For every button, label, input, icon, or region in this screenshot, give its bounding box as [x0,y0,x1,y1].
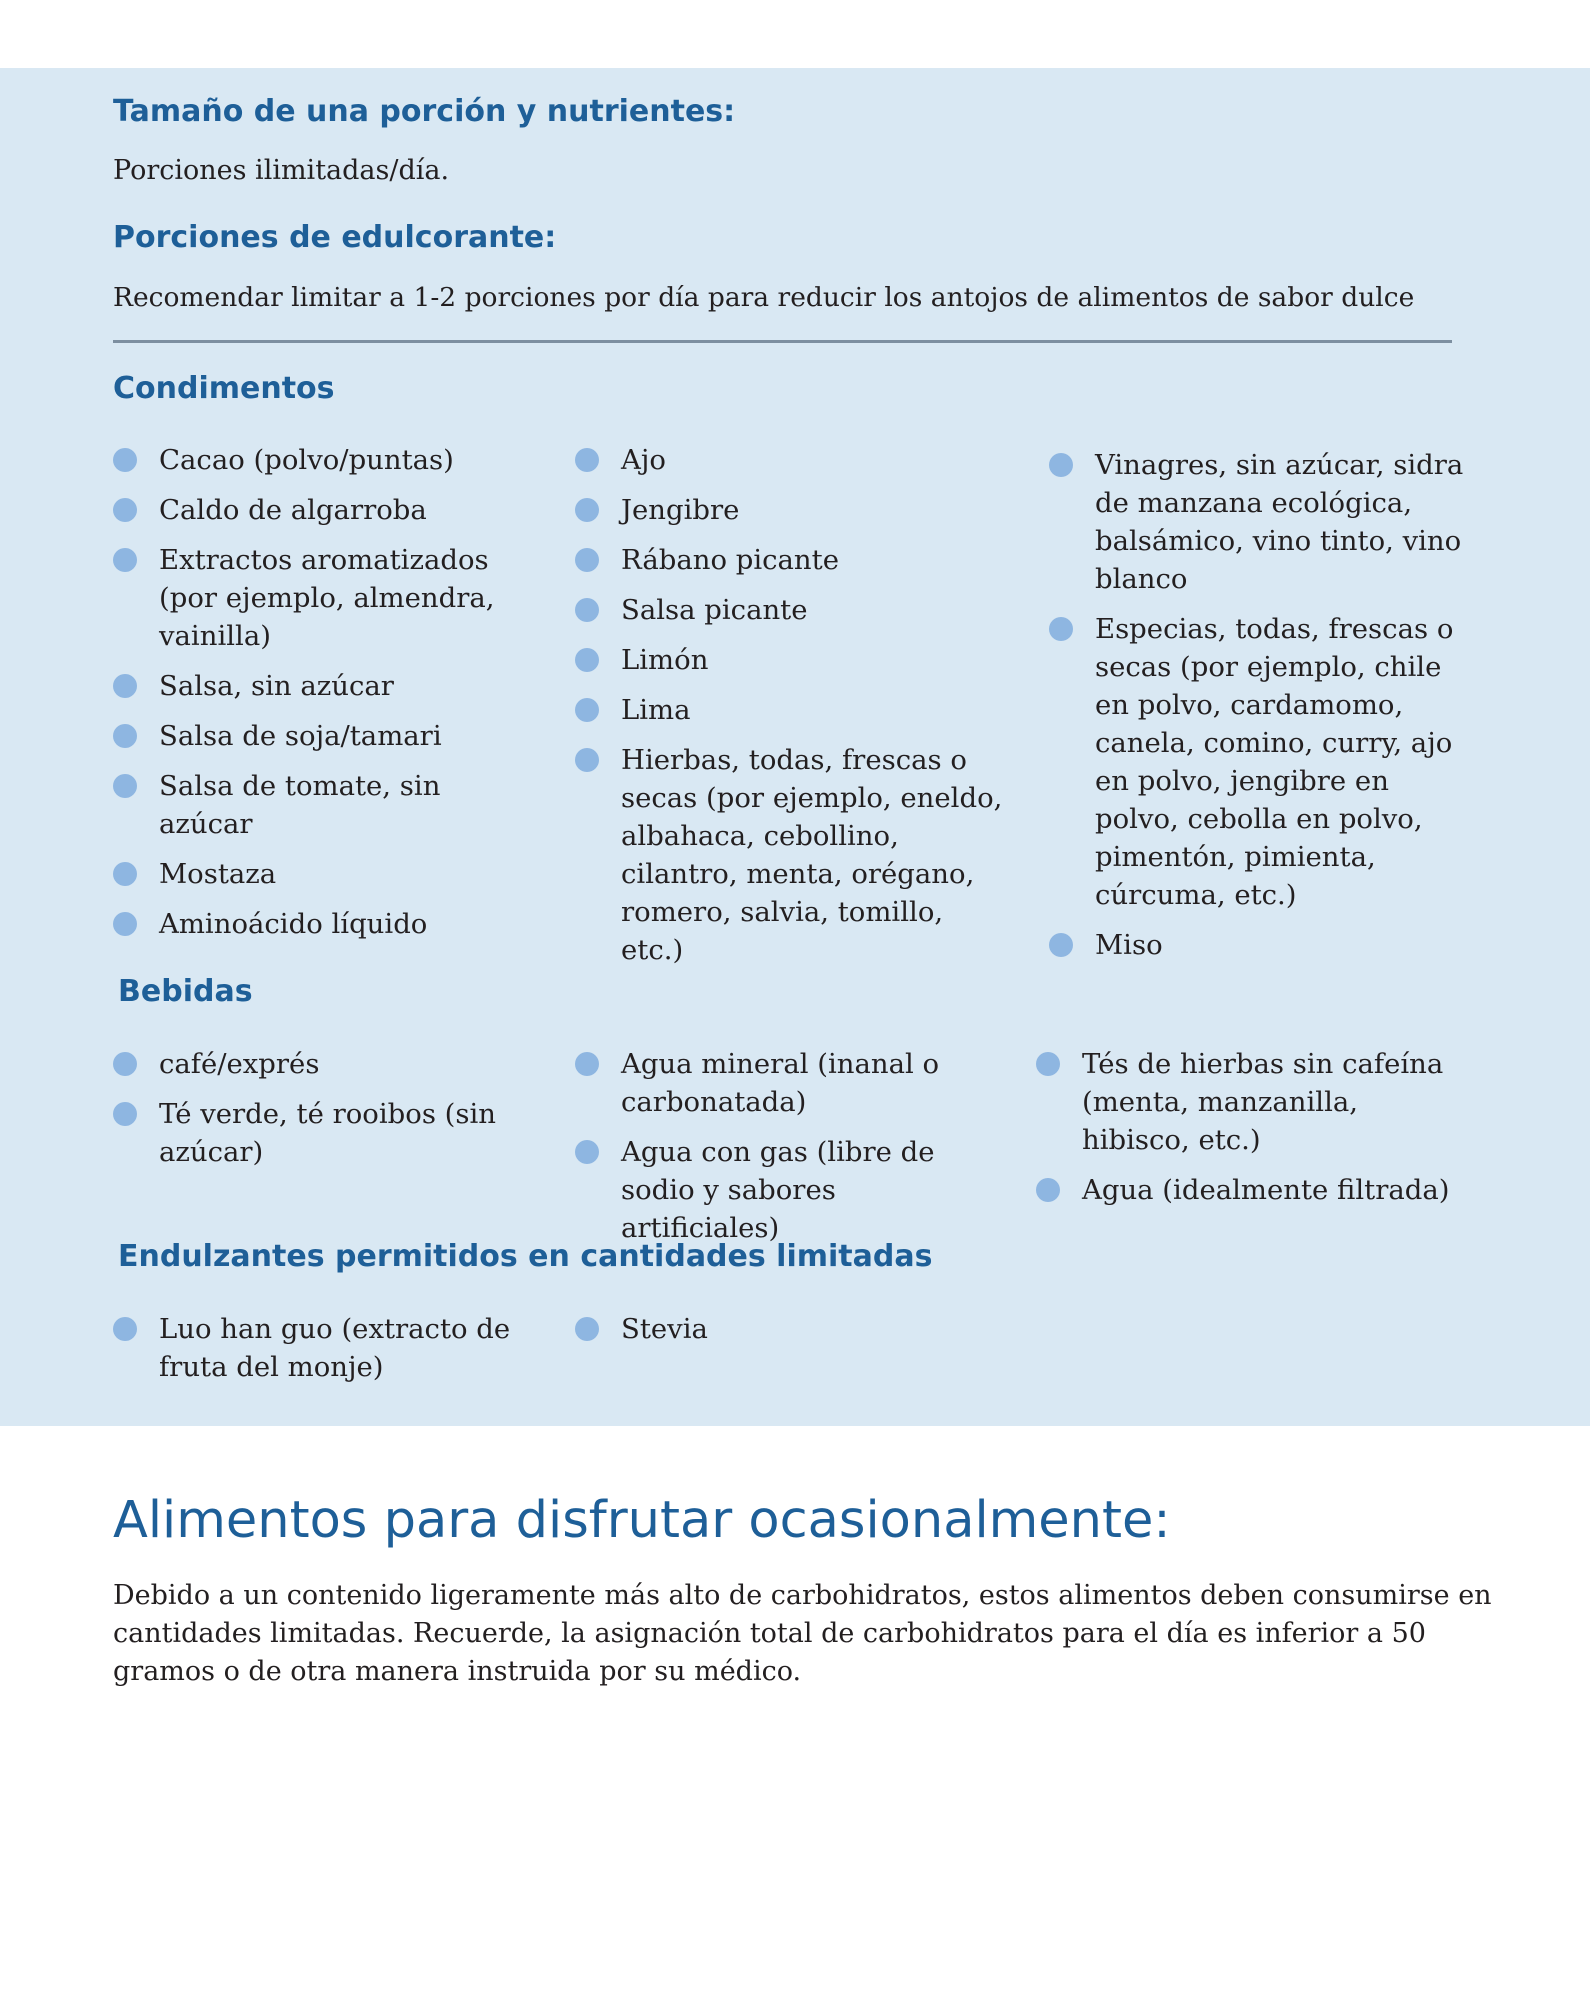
bullet-icon [575,1140,599,1164]
list-item-label: Stevia [621,1313,708,1345]
sweeteners-title: Endulzantes permitidos en cantidades limitadas [118,1239,933,1274]
serving-text: Porciones ilimitadas/día. [113,155,450,186]
bullet-icon [113,548,137,572]
sweeteners-list-col2 [575,1310,995,1360]
list-item [113,667,533,705]
bullet-icon [113,674,137,698]
bullet-icon [113,1102,137,1126]
list-item [113,855,533,893]
section-divider [113,340,1452,343]
list-item-label: Lima [621,694,691,726]
list-item-label: Especias, todas, frescas o secas (por ejemplo, chile en polvo, cardamomo, canela, comino, curry, ajo en polvo, jengibre en polvo, cebolla en polvo, pimentón, pimienta, cúrcuma, etc.) [1095,613,1454,911]
bullet-icon [113,724,137,748]
list-item [1049,926,1469,964]
list-item [1036,1171,1456,1209]
list-item-label: Caldo de algarroba [159,494,427,526]
bullet-icon [1049,617,1073,641]
condiments-list-col1 [113,441,533,955]
list-item-label: Extractos aromatizados (por ejemplo, almendra, vainilla) [159,544,495,652]
list-item [575,641,1005,679]
bullet-icon [113,1317,137,1341]
list-item-label: Limón [621,644,709,676]
list-item-label: Salsa, sin azúcar [159,670,394,702]
bullet-icon [575,648,599,672]
list-item-label: Salsa de soja/tamari [159,720,442,752]
list-item [113,541,533,655]
list-item-label: Aminoácido líquido [159,908,428,940]
serving-title: Tamaño de una porción y nutrientes: [113,94,736,129]
list-item-label: café/exprés [159,1048,320,1080]
list-item [1036,1045,1456,1159]
bullet-icon [113,774,137,798]
condiments-list-col2 [575,441,1005,981]
occasional-foods-title: Alimentos para disfrutar ocasionalmente: [113,1491,1171,1550]
list-item [575,1133,995,1247]
list-item-label: Hierbas, todas, frescas o secas (por ejemplo, eneldo, albahaca, cebollino, cilantro, menta, orégano, romero, salvia, tomillo, etc.) [621,744,1003,966]
list-item-label: Salsa picante [621,594,808,626]
list-item [113,905,533,943]
bullet-icon [1036,1052,1060,1076]
bullet-icon [575,1052,599,1076]
list-item [1049,610,1469,914]
bullet-icon [1036,1178,1060,1202]
bullet-icon [1049,453,1073,477]
list-item-label: Vinagres, sin azúcar, sidra de manzana ecológica, balsámico, vino tinto, vino blanco [1095,449,1464,595]
bullet-icon [575,498,599,522]
list-item-label: Agua (idealmente filtrada) [1082,1174,1450,1206]
list-item-label: Agua mineral (inanal o carbonatada) [621,1048,940,1118]
list-item [575,691,1005,729]
condiments-title: Condimentos [113,371,335,406]
sweetener-portions-title: Porciones de edulcorante: [113,220,557,255]
list-item-label: Cacao (polvo/puntas) [159,444,454,476]
bullet-icon [575,698,599,722]
list-item [113,1310,513,1386]
list-item-label: Mostaza [159,858,277,890]
bullet-icon [113,862,137,886]
bullet-icon [575,748,599,772]
bullet-icon [1049,933,1073,957]
list-item [113,717,533,755]
list-item [113,491,533,529]
bullet-icon [575,1317,599,1341]
list-item [575,741,1005,969]
list-item [113,767,533,843]
bullet-icon [113,498,137,522]
drinks-title: Bebidas [118,974,253,1009]
list-item-label: Té verde, té rooibos (sin azúcar) [159,1098,497,1168]
list-item [575,1045,995,1121]
drinks-list-col2 [575,1045,995,1259]
list-item [575,491,1005,529]
bullet-icon [575,448,599,472]
bullet-icon [113,1052,137,1076]
list-item-label: Jengibre [621,494,740,526]
list-item [113,1045,513,1083]
sweeteners-list-col1 [113,1310,513,1398]
list-item [575,591,1005,629]
occasional-foods-text: Debido a un contenido ligeramente más alto de carbohidratos, estos alimentos deben consumirse en cantidades limitadas. Recuerde, la asignación total de carbohidratos para el día es inferior a 50 gramos o de otra manera instruida por su médico. [113,1580,1492,1687]
list-item-label: Ajo [621,444,666,476]
list-item [575,541,1005,579]
drinks-list-col1 [113,1045,513,1183]
list-item-label: Salsa de tomate, sin azúcar [159,770,441,840]
list-item-label: Agua con gas (libre de sodio y sabores artificiales) [621,1136,935,1244]
list-item [113,441,533,479]
list-item-label: Luo han guo (extracto de fruta del monje) [159,1313,511,1383]
list-item [575,441,1005,479]
drinks-list-col3 [1036,1045,1456,1221]
bullet-icon [575,548,599,572]
list-item [575,1310,995,1348]
list-item-label: Rábano picante [621,544,839,576]
list-item-label: Miso [1095,929,1163,961]
list-item [113,1095,513,1171]
bullet-icon [575,598,599,622]
list-item-label: Tés de hierbas sin cafeína (menta, manzanilla, hibisco, etc.) [1082,1048,1444,1156]
condiments-list-col3 [1049,446,1469,976]
bullet-icon [113,448,137,472]
bullet-icon [113,912,137,936]
list-item [1049,446,1469,598]
sweetener-portions-text: Recomendar limitar a 1-2 porciones por día para reducir los antojos de alimentos de sabor dulce [113,282,1415,313]
